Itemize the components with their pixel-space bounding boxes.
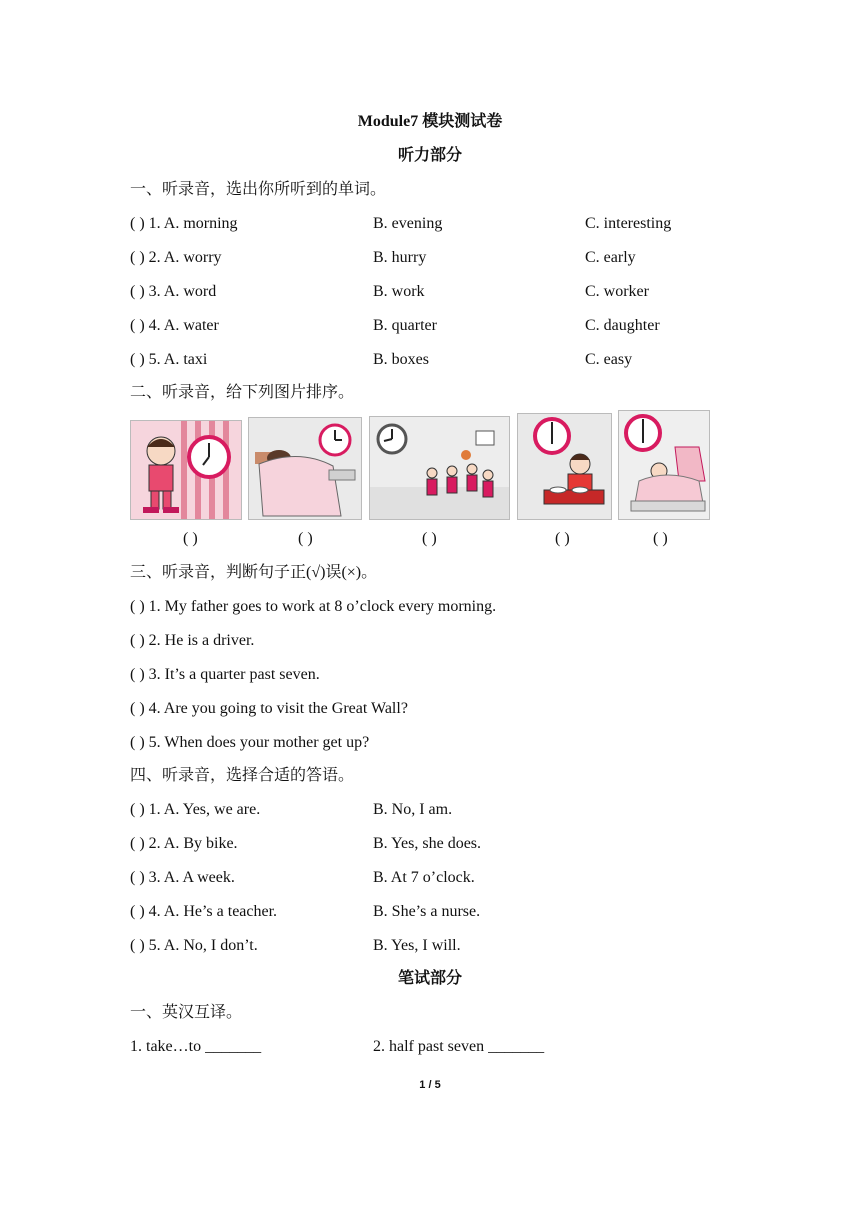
answer-blank[interactable]: ( ) (422, 530, 437, 547)
option-b: B. She’s a nurse. (373, 903, 481, 920)
option-c: C. early (585, 249, 636, 266)
statement-item: ( ) 1. My father goes to work at 8 o’clock every morning. (130, 598, 497, 615)
translation-item: 1. take…to _______ (130, 1038, 262, 1055)
part1-heading: 一、听录音，选出你所听到的单词。 (130, 181, 387, 198)
statement-item: ( ) 3. It’s a quarter past seven. (130, 666, 320, 683)
written1-heading: 一、英汉互译。 (130, 1004, 243, 1021)
option-b: B. At 7 o’clock. (373, 869, 475, 886)
part2-heading: 二、听录音，给下列图片排序。 (130, 384, 355, 401)
question-option-a: ( ) 2. A. By bike. (130, 835, 238, 852)
statement-item: ( ) 2. He is a driver. (130, 632, 255, 649)
part4-heading: 四、听录音，选择合适的答语。 (130, 767, 355, 784)
option-b: B. evening (373, 215, 443, 232)
option-b: B. quarter (373, 317, 437, 334)
answer-blank[interactable]: ( ) (653, 530, 668, 547)
answer-blank[interactable]: ( ) (298, 530, 313, 547)
section-heading-listening: 听力部分 (397, 147, 462, 164)
question-option-a: ( ) 3. A. A week. (130, 869, 235, 886)
statement-item: ( ) 4. Are you going to visit the Great Wall? (130, 700, 408, 717)
statement-item: ( ) 5. When does your mother get up? (130, 734, 370, 751)
picture-boy-going-to-school (130, 420, 242, 520)
option-b: B. Yes, I will. (373, 937, 461, 954)
option-b: B. boxes (373, 351, 429, 368)
question-option-a: ( ) 1. A. Yes, we are. (130, 801, 261, 818)
option-c: C. worker (585, 283, 649, 300)
option-c: C. daughter (585, 317, 660, 334)
picture-boy-eating-breakfast (517, 413, 612, 520)
translation-item: 2. half past seven _______ (373, 1038, 545, 1055)
answer-blank[interactable]: ( ) (183, 530, 198, 547)
section-heading-written: 笔试部分 (397, 970, 462, 987)
question-option-a: ( ) 4. A. water (130, 317, 219, 334)
option-c: C. easy (585, 351, 633, 368)
option-c: C. interesting (585, 215, 672, 232)
question-option-a: ( ) 1. A. morning (130, 215, 238, 232)
question-option-a: ( ) 3. A. word (130, 283, 217, 300)
question-option-a: ( ) 4. A. He’s a teacher. (130, 903, 278, 920)
picture-children-playing-basketball (369, 416, 510, 520)
picture-girl-getting-up (618, 410, 710, 520)
part3-heading: 三、听录音，判断句子正(√)误(×)。 (130, 564, 378, 581)
question-option-a: ( ) 2. A. worry (130, 249, 222, 266)
answer-blank[interactable]: ( ) (555, 530, 570, 547)
option-b: B. hurry (373, 249, 427, 266)
page-number: 1 / 5 (419, 1079, 441, 1091)
question-option-a: ( ) 5. A. No, I don’t. (130, 937, 258, 954)
picture-person-sleeping (248, 417, 362, 520)
page-title: Module7 模块测试卷 (357, 113, 503, 130)
option-b: B. work (373, 283, 425, 300)
option-b: B. No, I am. (373, 801, 453, 818)
option-b: B. Yes, she does. (373, 835, 482, 852)
question-option-a: ( ) 5. A. taxi (130, 351, 208, 368)
